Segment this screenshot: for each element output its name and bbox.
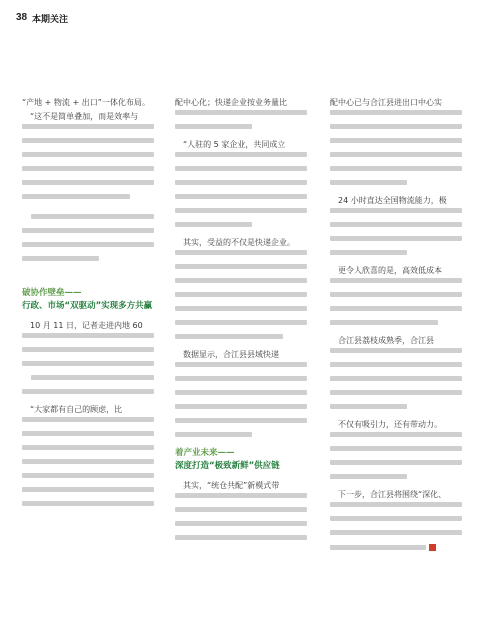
body-line-placeholder: [175, 166, 307, 171]
body-line-placeholder: [22, 501, 154, 506]
body-line: “人驻的 5 家企业，共同成立: [183, 140, 286, 149]
body-line-placeholder: [22, 347, 154, 352]
body-line: 配中心化；快递企业按业务量比: [175, 98, 287, 107]
body-line-placeholder: [330, 460, 462, 465]
body-line-placeholder: [175, 320, 307, 325]
body-line-placeholder: [22, 487, 154, 492]
body-line-placeholder: [330, 320, 438, 325]
body-line-placeholder: [22, 228, 154, 233]
body-line-placeholder: [330, 362, 462, 367]
body-line-placeholder: [330, 376, 462, 381]
body-line-placeholder: [330, 474, 407, 479]
body-line: 10 月 11 日，记者走进内地 60: [30, 321, 143, 330]
body-line-placeholder: [175, 110, 307, 115]
body-line-placeholder: [175, 390, 307, 395]
body-line-placeholder: [175, 180, 307, 185]
body-line: 24 小时直达全国物流能力，极: [338, 196, 447, 205]
body-line-placeholder: [175, 362, 307, 367]
body-line-placeholder: [330, 390, 462, 395]
body-line: 合江县荔枝成熟季，合江县: [338, 336, 434, 345]
body-line-placeholder: [175, 208, 307, 213]
subsection-kicker: 着产业未来——: [175, 448, 235, 458]
section-label: 本期关注: [32, 15, 69, 25]
body-line-placeholder: [175, 404, 307, 409]
body-line-placeholder: [22, 124, 154, 129]
body-line: “这不是简单叠加，而是效率与: [30, 112, 139, 121]
body-line-placeholder: [22, 194, 130, 199]
text-column-2: [175, 96, 307, 549]
body-line-placeholder: [31, 375, 154, 380]
body-line-placeholder: [175, 222, 252, 227]
body-line-placeholder: [22, 445, 154, 450]
body-line: 数据显示，合江县县域快递: [183, 350, 279, 359]
body-line-placeholder: [175, 306, 307, 311]
body-line-placeholder: [330, 545, 426, 550]
body-line-placeholder: [22, 152, 154, 157]
body-line-placeholder: [175, 334, 283, 339]
body-line-placeholder: [22, 361, 154, 366]
body-line-placeholder: [22, 180, 154, 185]
body-line-placeholder: [330, 166, 462, 171]
body-line-placeholder: [175, 418, 307, 423]
body-line-placeholder: [22, 166, 154, 171]
subsection-heading: 深度打造“极致新鲜”供应链: [175, 461, 280, 471]
body-line-placeholder: [330, 530, 462, 535]
body-line-placeholder: [22, 459, 154, 464]
body-line-placeholder: [330, 180, 407, 185]
body-line-placeholder: [330, 236, 462, 241]
body-line-placeholder: [330, 124, 462, 129]
body-line-placeholder: [330, 404, 407, 409]
body-line-placeholder: [330, 222, 462, 227]
body-line-placeholder: [22, 256, 99, 261]
body-line-placeholder: [330, 306, 462, 311]
body-line-placeholder: [22, 138, 154, 143]
body-line-placeholder: [330, 502, 462, 507]
body-line: 下一步，合江县将围绕“深化、: [338, 490, 447, 499]
body-line-placeholder: [330, 250, 407, 255]
body-line: 其实，“统仓共配”新模式带: [183, 481, 280, 490]
body-line: “大家都有自己的顾虑，比: [30, 405, 123, 414]
body-line: 不仅有吸引力，还有带动力。: [338, 420, 442, 429]
body-line-placeholder: [330, 110, 462, 115]
text-column-1: [22, 96, 154, 515]
body-line: 其实，受益的不仅是快递企业。: [183, 238, 295, 247]
body-line-placeholder: [175, 507, 307, 512]
body-line-placeholder: [22, 333, 154, 338]
body-line: 更令人欣喜的是，高效低成本: [338, 266, 442, 275]
body-line-placeholder: [22, 417, 154, 422]
body-line-placeholder: [175, 264, 307, 269]
body-line: “产地 + 物流 + 出口”一体化布局。: [22, 98, 150, 107]
body-line-placeholder: [22, 431, 154, 436]
body-line-placeholder: [175, 152, 307, 157]
body-line-placeholder: [22, 389, 154, 394]
subsection-heading: 行政、市场“双驱动”实现多方共赢: [22, 301, 153, 311]
body-line-placeholder: [22, 473, 154, 478]
body-line-placeholder: [175, 292, 307, 297]
article-last-line: [330, 544, 462, 551]
body-line-placeholder: [175, 432, 252, 437]
body-line-placeholder: [330, 152, 462, 157]
body-line-placeholder: [175, 278, 307, 283]
page-number: 38: [16, 12, 28, 23]
body-line-placeholder: [330, 292, 462, 297]
body-line-placeholder: [175, 376, 307, 381]
body-line-placeholder: [22, 242, 154, 247]
body-line-placeholder: [175, 194, 307, 199]
end-mark-icon: [429, 544, 436, 551]
body-line-placeholder: [330, 138, 462, 143]
body-line-placeholder: [175, 124, 252, 129]
body-line-placeholder: [330, 348, 462, 353]
body-line-placeholder: [330, 278, 462, 283]
body-line-placeholder: [330, 446, 462, 451]
body-line-placeholder: [175, 493, 307, 498]
text-column-3: [330, 96, 462, 551]
body-line-placeholder: [330, 516, 462, 521]
body-line-placeholder: [31, 214, 154, 219]
body-line-placeholder: [175, 250, 307, 255]
body-line-placeholder: [175, 535, 307, 540]
body-line-placeholder: [175, 521, 307, 526]
subsection-kicker: 破协作壁垒——: [22, 288, 82, 298]
body-line: 配中心已与合江县进出口中心实: [330, 98, 442, 107]
body-line-placeholder: [330, 208, 462, 213]
body-line-placeholder: [330, 432, 462, 437]
